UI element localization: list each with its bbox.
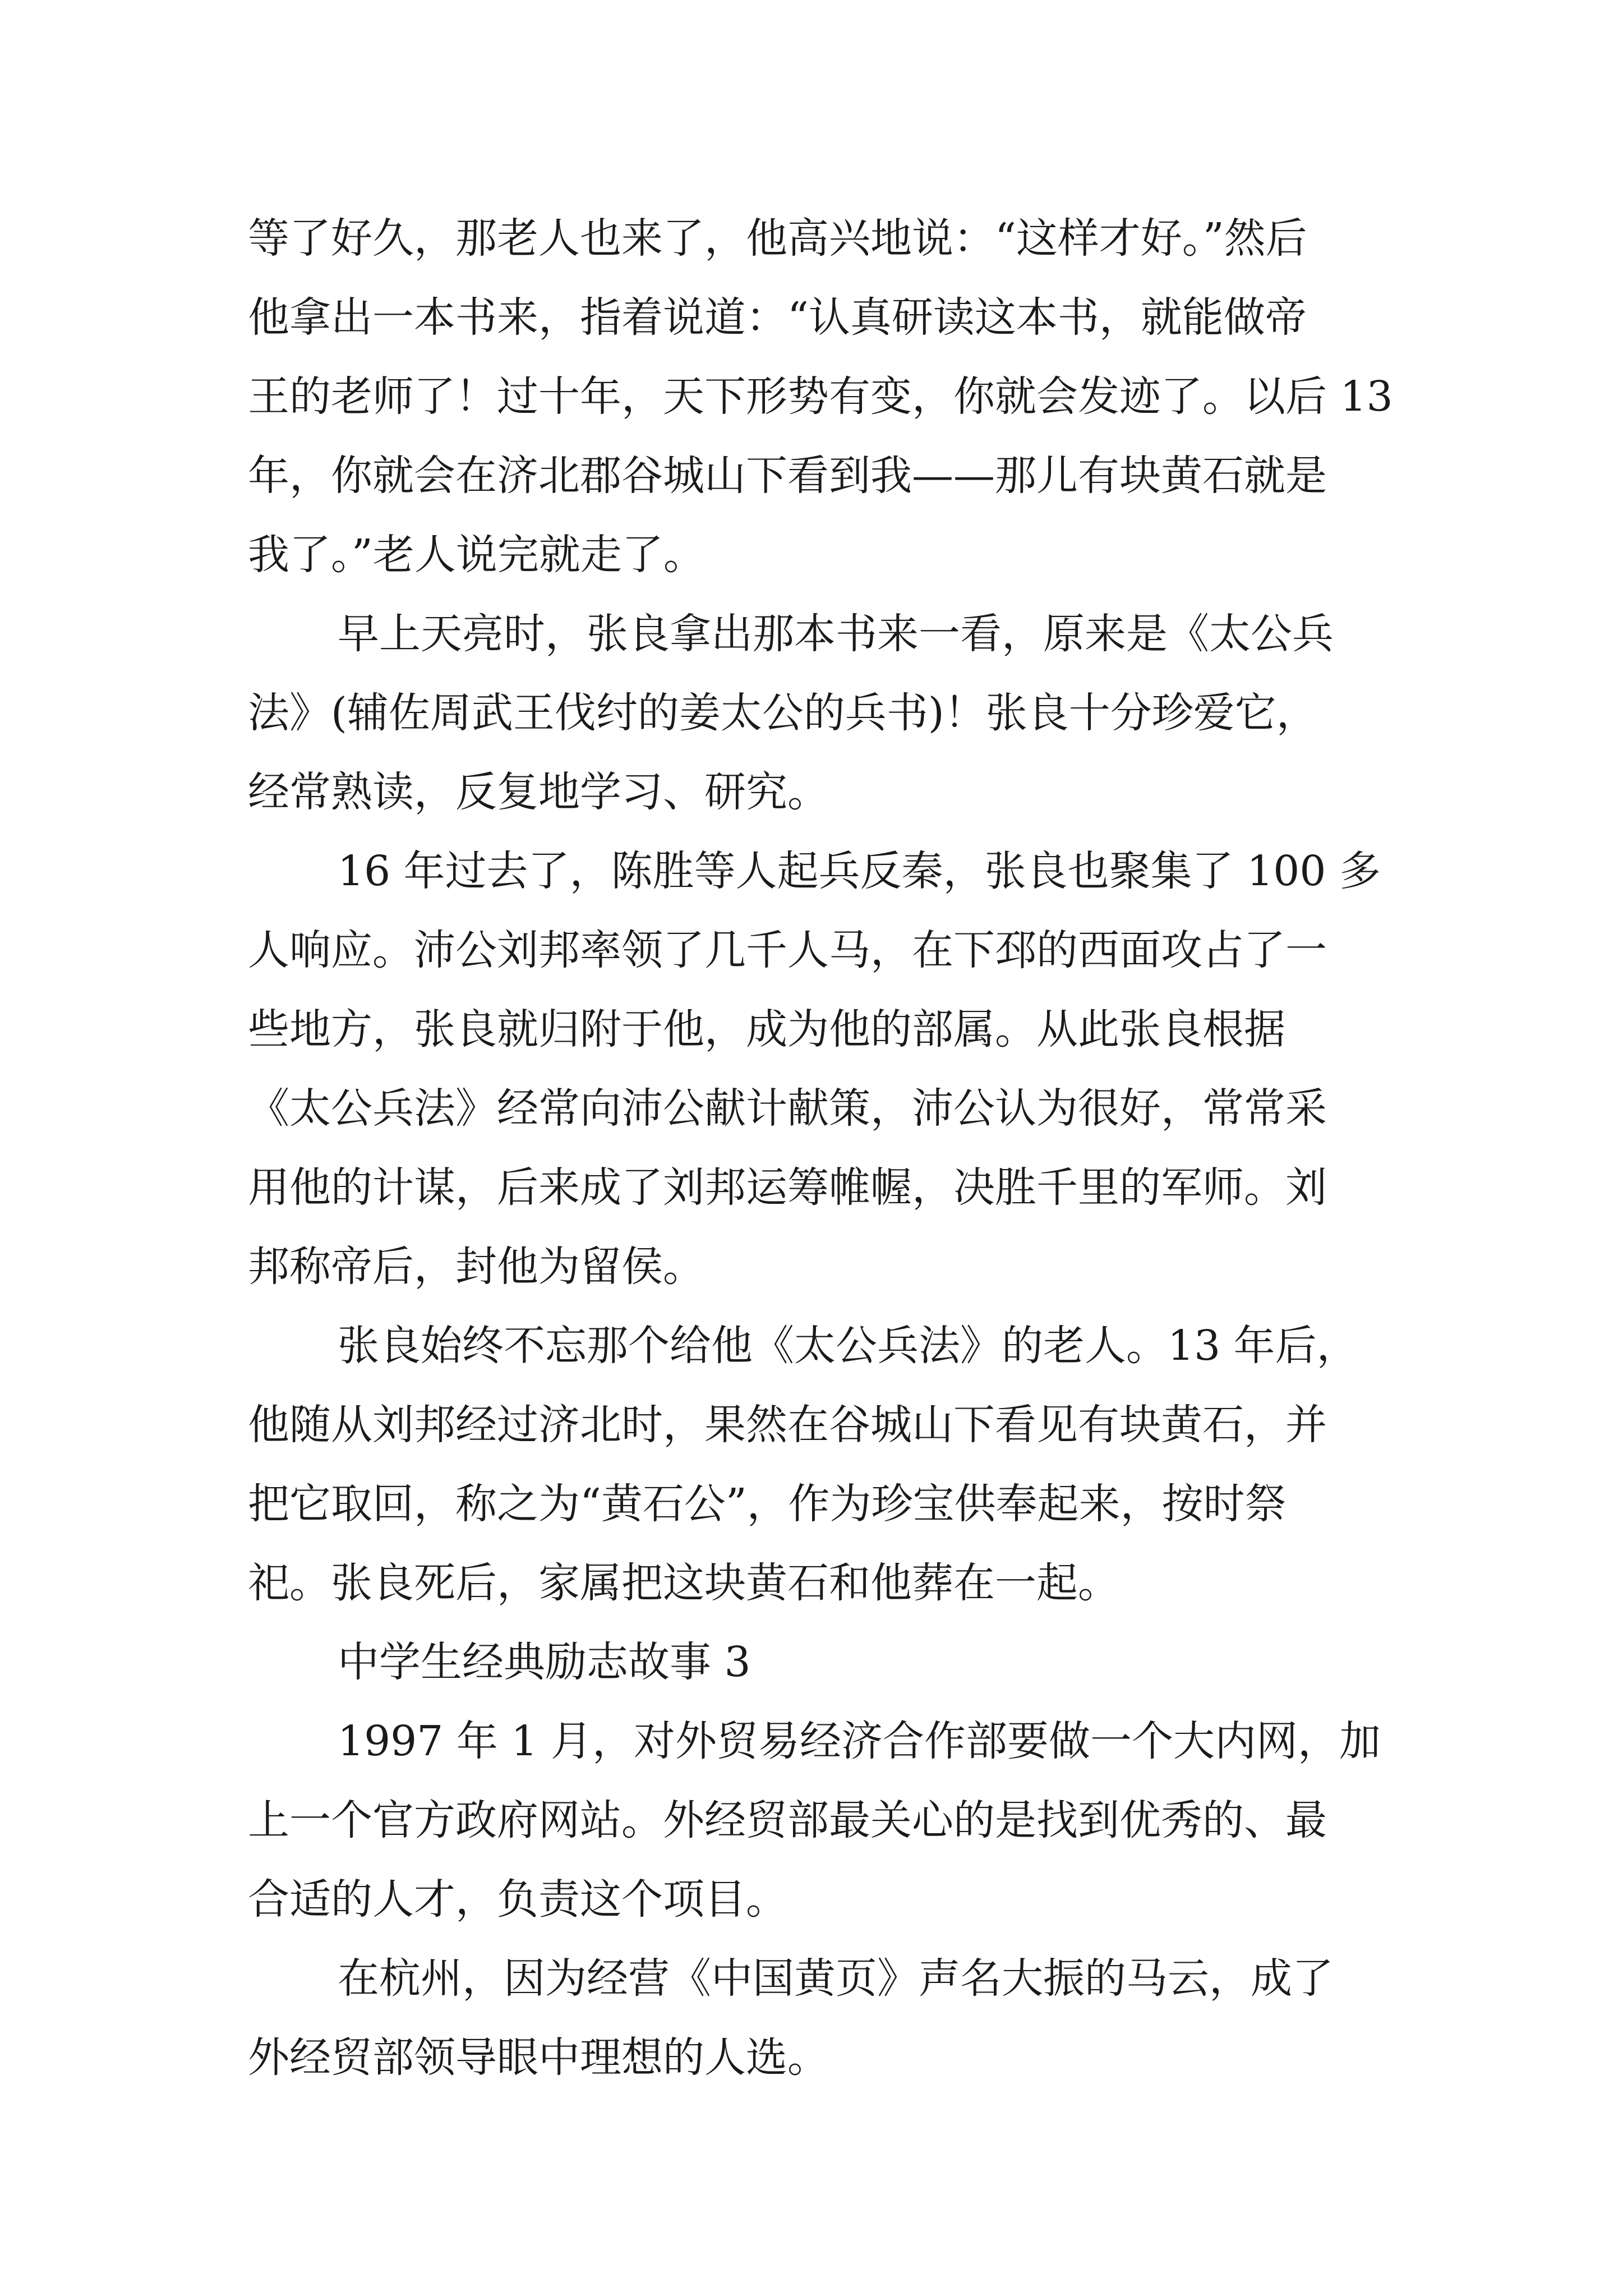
- text-line: 等了好久，那老人也来了，他高兴地说：“这样才好。”然后: [248, 214, 1307, 263]
- text-line: 外经贸部领导眼中理想的人选。: [248, 2033, 829, 2082]
- text-line: 16 年过去了，陈胜等人起兵反秦，张良也聚集了 100 多: [338, 847, 1381, 895]
- paragraph-jack-ma: [248, 1939, 1386, 2097]
- section-heading: [248, 1623, 1386, 1702]
- paragraph-taigong-bingfa: [248, 595, 1386, 832]
- text-line: 张良始终不忘那个给他《太公兵法》的老人。13 年后，: [338, 1322, 1358, 1370]
- text-line: 王的老师了！过十年，天下形势有变，你就会发迹了。以后 13: [248, 372, 1393, 421]
- text-line: 些地方，张良就归附于他，成为他的部属。从此张良根据: [248, 1005, 1285, 1053]
- paragraph-moftec-project: [248, 1702, 1386, 1939]
- text-line: 《太公兵法》经常向沛公献计献策，沛公认为很好，常常采: [248, 1084, 1327, 1133]
- text-line: 经常熟读，反复地学习、研究。: [248, 768, 829, 816]
- text-line: 法》(辅佐周武王伐纣的姜太公的兵书)！张良十分珍爱它，: [248, 689, 1318, 737]
- paragraph-old-man-promise: [248, 199, 1393, 595]
- text-line: 把它取回，称之为“黄石公”，作为珍宝供奉起来，按时祭: [248, 1480, 1287, 1528]
- text-line: 上一个官方政府网站。外经贸部最关心的是找到优秀的、最: [248, 1796, 1327, 1844]
- text-line: 在杭州，因为经营《中国黄页》声名大振的马云，成了: [338, 1954, 1334, 2003]
- text-line: 早上天亮时，张良拿出那本书来一看，原来是《太公兵: [338, 610, 1334, 658]
- text-line: 合适的人才，负责这个项目。: [248, 1875, 787, 1924]
- paragraph-zhang-liang-advisor: [248, 832, 1386, 1306]
- text-line: 年，你就会在济北郡谷城山下看到我——那儿有块黄石就是: [248, 452, 1327, 500]
- text-line: 邦称帝后，封他为留侯。: [248, 1243, 704, 1291]
- story-heading: 中学生经典励志故事 3: [338, 1638, 751, 1686]
- text-line: 我了。”老人说完就走了。: [248, 531, 705, 579]
- text-line: 祀。张良死后，家属把这块黄石和他葬在一起。: [248, 1559, 1119, 1607]
- text-line: 他随从刘邦经过济北时，果然在谷城山下看见有块黄石，并: [248, 1401, 1327, 1449]
- text-line: 1997 年 1 月，对外贸易经济合作部要做一个大内网，加: [338, 1717, 1381, 1765]
- paragraph-yellow-stone: [248, 1306, 1386, 1623]
- document-body: [248, 199, 1393, 2097]
- text-line: 人响应。沛公刘邦率领了几千人马，在下邳的西面攻占了一: [248, 926, 1327, 974]
- text-line: 他拿出一本书来，指着说道：“认真研读这本书，就能做帝: [248, 293, 1307, 342]
- text-line: 用他的计谋，后来成了刘邦运筹帷幄，决胜千里的军师。刘: [248, 1163, 1327, 1212]
